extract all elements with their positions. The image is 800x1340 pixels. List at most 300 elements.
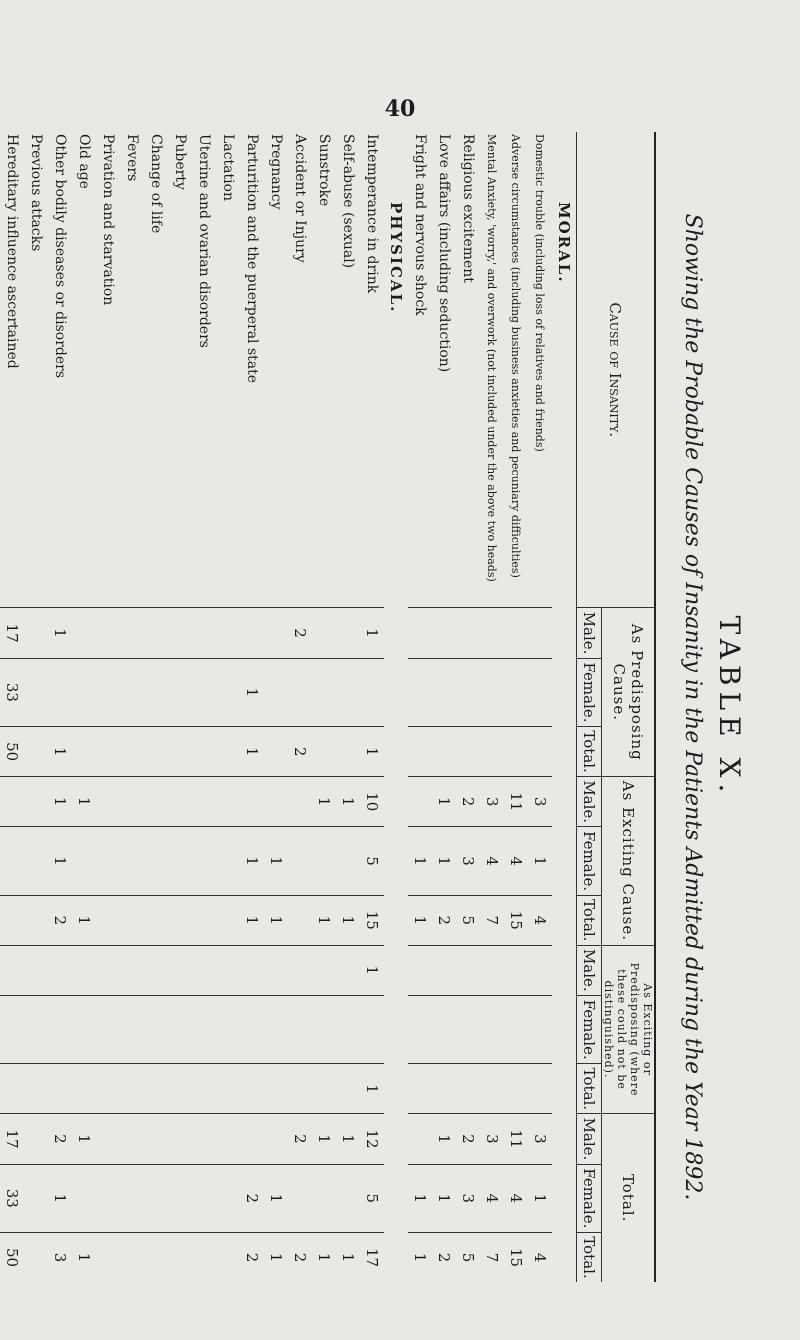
value-cell: [48, 995, 72, 1063]
value-cell: [456, 1064, 480, 1114]
cause-cell: Sunstroke: [312, 132, 336, 608]
value-cell: 3: [480, 777, 504, 827]
value-cell: [240, 608, 264, 658]
value-cell: 15: [507, 1247, 525, 1268]
value-cell: [480, 945, 504, 995]
value-cell: 2: [435, 1252, 453, 1263]
table-row: [264, 132, 288, 1282]
value-cell: [216, 1233, 240, 1282]
table-row: [144, 132, 168, 1282]
table-row: [288, 132, 312, 1282]
value-cell: 50: [0, 727, 24, 777]
col-header-male: Male.: [577, 777, 602, 827]
value-cell: [312, 608, 336, 658]
value-cell: 5: [360, 1164, 384, 1232]
value-cell: [192, 1164, 216, 1232]
value-cell: 1: [240, 827, 264, 895]
value-cell: 1: [48, 1164, 72, 1232]
value-cell: [432, 608, 456, 658]
value-cell: [192, 658, 216, 726]
value-cell: [480, 1064, 504, 1114]
group-exciting-or-predisposing: As Exciting or Predisposing (where these could not be distinguished).: [602, 945, 656, 1114]
cause-cell: Love affairs (including seduction): [432, 132, 456, 608]
value-cell: [168, 608, 192, 658]
value-cell: 1: [336, 1114, 360, 1164]
value-cell: 5: [456, 895, 480, 945]
cause-cell: Mental Anxiety, 'worry,' and overwork (not included under the above two heads): [480, 132, 504, 608]
value-cell: [432, 995, 456, 1063]
value-cell: [168, 945, 192, 995]
table-row: [24, 132, 48, 1282]
value-cell: [96, 1164, 120, 1232]
table-row: [336, 132, 360, 1282]
value-cell: [264, 608, 288, 658]
value-cell: [336, 995, 360, 1063]
value-cell: [0, 995, 24, 1063]
value-cell: [96, 1233, 120, 1282]
value-cell: [24, 777, 48, 827]
value-cell: 4: [504, 1164, 528, 1232]
value-cell: [288, 945, 312, 995]
col-header-total: Total.: [577, 727, 602, 777]
value-cell: [216, 1064, 240, 1114]
value-cell: [504, 1064, 528, 1114]
cause-cell: Religious excitement: [456, 132, 480, 608]
value-cell: 3: [528, 1114, 552, 1164]
value-cell: [96, 727, 120, 777]
value-cell: 1: [408, 827, 432, 895]
value-cell: [144, 995, 168, 1063]
value-cell: [96, 827, 120, 895]
cause-cell: Uterine and ovarian disorders: [192, 132, 216, 608]
value-cell: [264, 995, 288, 1063]
value-cell: 2: [456, 1114, 480, 1164]
col-header-female: Female.: [577, 658, 602, 726]
value-cell: [408, 608, 432, 658]
value-cell: 1: [360, 608, 384, 658]
value-cell: 5: [459, 1252, 477, 1263]
value-cell: [192, 727, 216, 777]
value-cell: [192, 1233, 216, 1282]
table-row: [0, 132, 24, 1282]
value-cell: [120, 945, 144, 995]
value-cell: 17: [0, 1114, 24, 1164]
value-cell: [216, 777, 240, 827]
col-header-female: Female.: [577, 827, 602, 895]
value-cell: [432, 658, 456, 726]
rotated-table-page: [3, 132, 750, 1282]
value-cell: [144, 658, 168, 726]
table-row: [192, 132, 216, 1282]
value-cell: [192, 1114, 216, 1164]
value-cell: 4: [480, 1164, 504, 1232]
value-cell: [336, 827, 360, 895]
col-header-total: Total.: [577, 1064, 602, 1114]
value-cell: 5: [360, 827, 384, 895]
value-cell: [312, 658, 336, 726]
value-cell: [144, 1114, 168, 1164]
cause-cell: Accident or Injury: [288, 132, 312, 608]
value-cell: [264, 777, 288, 827]
value-cell: [360, 658, 384, 726]
value-cell: 1: [240, 895, 264, 945]
table-row: [48, 132, 72, 1282]
value-cell: [504, 727, 528, 777]
value-cell: [504, 945, 528, 995]
value-cell: 17: [363, 1247, 381, 1268]
value-cell: [408, 727, 432, 777]
table-row: [168, 132, 192, 1282]
value-cell: 1: [528, 1164, 552, 1232]
cause-cell: Lactation: [216, 132, 240, 608]
value-cell: 4: [480, 827, 504, 895]
value-cell: [288, 777, 312, 827]
value-cell: 12: [360, 1114, 384, 1164]
value-cell: [336, 608, 360, 658]
value-cell: [216, 895, 240, 945]
col-header-total: Total.: [577, 895, 602, 945]
value-cell: 50: [3, 1247, 21, 1268]
value-cell: [528, 727, 552, 777]
value-cell: [168, 895, 192, 945]
cause-cell: Adverse circumstances (including business anxieties and pecuniary difficulties): [504, 132, 528, 608]
value-cell: 4: [528, 895, 552, 945]
value-cell: 2: [48, 1114, 72, 1164]
value-cell: [48, 1064, 72, 1114]
value-cell: [120, 1114, 144, 1164]
value-cell: [144, 1064, 168, 1114]
cause-cell: Other bodily diseases or disorders: [48, 132, 72, 608]
value-cell: [456, 658, 480, 726]
value-cell: [72, 727, 96, 777]
value-cell: [72, 608, 96, 658]
value-cell: [24, 945, 48, 995]
value-cell: [192, 827, 216, 895]
value-cell: [24, 895, 48, 945]
value-cell: 1: [432, 777, 456, 827]
cause-cell: Puberty: [168, 132, 192, 608]
table-row: [96, 132, 120, 1282]
cause-cell: Fright and nervous shock: [408, 132, 432, 608]
value-cell: 7: [483, 1252, 501, 1263]
value-cell: 2: [288, 727, 312, 777]
value-cell: 1: [336, 895, 360, 945]
value-cell: [336, 945, 360, 995]
value-cell: 2: [288, 1114, 312, 1164]
value-cell: [240, 945, 264, 995]
value-cell: [360, 995, 384, 1063]
value-cell: 1: [240, 658, 264, 726]
value-cell: [120, 658, 144, 726]
value-cell: 1: [72, 777, 96, 827]
table-title: TABLE X.: [713, 615, 746, 799]
value-cell: [168, 1064, 192, 1114]
value-cell: 2: [288, 608, 312, 658]
value-cell: [72, 827, 96, 895]
value-cell: 11: [504, 1114, 528, 1164]
table-row: [504, 132, 528, 1282]
value-cell: [96, 945, 120, 995]
value-cell: [144, 945, 168, 995]
value-cell: 3: [456, 1164, 480, 1232]
value-cell: [72, 995, 96, 1063]
value-cell: [408, 995, 432, 1063]
value-cell: [408, 1114, 432, 1164]
value-cell: [312, 727, 336, 777]
value-cell: [24, 1114, 48, 1164]
value-cell: [0, 945, 24, 995]
col-header-male: Male.: [577, 1114, 602, 1164]
value-cell: [120, 995, 144, 1063]
value-cell: [216, 1164, 240, 1232]
section-row: [552, 132, 577, 1282]
value-cell: [24, 1164, 48, 1232]
value-cell: [96, 1114, 120, 1164]
cause-cell: Pregnancy: [264, 132, 288, 608]
col-header-male: Male.: [577, 608, 602, 658]
table-heading: [656, 132, 746, 1282]
value-cell: [240, 1114, 264, 1164]
cause-cell: Old age: [72, 132, 96, 608]
value-cell: [120, 827, 144, 895]
value-cell: 1: [264, 827, 288, 895]
value-cell: [120, 608, 144, 658]
value-cell: [408, 1064, 432, 1114]
value-cell: [504, 608, 528, 658]
value-cell: [120, 1164, 144, 1232]
section-row: [384, 132, 408, 1282]
value-cell: 1: [72, 895, 96, 945]
table-row: [72, 132, 96, 1282]
value-cell: [432, 1064, 456, 1114]
value-cell: 1: [48, 827, 72, 895]
value-cell: 4: [504, 827, 528, 895]
table-row: [216, 132, 240, 1282]
value-cell: [480, 995, 504, 1063]
cause-cell: Parturition and the puerperal state: [240, 132, 264, 608]
value-cell: 1: [360, 1064, 384, 1114]
value-cell: 1: [336, 777, 360, 827]
value-cell: [48, 658, 72, 726]
value-cell: [0, 1064, 24, 1114]
value-cell: 1: [432, 827, 456, 895]
value-cell: [456, 608, 480, 658]
table-row: [528, 132, 552, 1282]
value-cell: [288, 895, 312, 945]
value-cell: [456, 945, 480, 995]
cause-cell: Domestic trouble (including loss of relatives and friends): [528, 132, 552, 608]
value-cell: [432, 727, 456, 777]
group-total: Total.: [602, 1114, 656, 1282]
table-row: [432, 132, 456, 1282]
value-cell: 1: [312, 777, 336, 827]
page-number: 40: [384, 96, 416, 122]
value-cell: 1: [264, 1164, 288, 1232]
value-cell: 2: [291, 1252, 309, 1263]
value-cell: [240, 777, 264, 827]
table-row: [120, 132, 144, 1282]
table-row: [312, 132, 336, 1282]
value-cell: [168, 995, 192, 1063]
value-cell: [0, 777, 24, 827]
cause-cell: Intemperance in drink: [360, 132, 384, 608]
value-cell: 1: [48, 777, 72, 827]
value-cell: [312, 827, 336, 895]
section-title: MORAL.: [555, 202, 573, 284]
value-cell: [96, 777, 120, 827]
value-cell: [408, 777, 432, 827]
value-cell: [192, 895, 216, 945]
value-cell: 15: [360, 895, 384, 945]
value-cell: [192, 995, 216, 1063]
header-row-groups: [602, 132, 656, 1282]
value-cell: [144, 777, 168, 827]
value-cell: [264, 658, 288, 726]
value-cell: 10: [360, 777, 384, 827]
value-cell: [72, 1164, 96, 1232]
value-cell: [240, 1064, 264, 1114]
cause-cell: Change of life: [144, 132, 168, 608]
value-cell: [288, 1164, 312, 1232]
value-cell: [288, 658, 312, 726]
value-cell: 4: [531, 1252, 549, 1263]
value-cell: [216, 995, 240, 1063]
value-cell: [24, 658, 48, 726]
value-cell: [480, 608, 504, 658]
value-cell: 11: [504, 777, 528, 827]
table-row: [360, 132, 384, 1282]
value-cell: 2: [240, 1164, 264, 1232]
value-cell: [192, 608, 216, 658]
value-cell: [168, 727, 192, 777]
value-cell: [264, 1114, 288, 1164]
value-cell: [264, 1064, 288, 1114]
value-cell: 1: [240, 727, 264, 777]
value-cell: [264, 945, 288, 995]
value-cell: [168, 658, 192, 726]
value-cell: 3: [456, 827, 480, 895]
value-cell: [288, 1064, 312, 1114]
value-cell: [456, 727, 480, 777]
value-cell: [168, 827, 192, 895]
value-cell: [288, 995, 312, 1063]
value-cell: 1: [408, 1164, 432, 1232]
value-cell: [216, 608, 240, 658]
value-cell: [0, 827, 24, 895]
table-row: [408, 132, 432, 1282]
value-cell: 1: [312, 895, 336, 945]
value-cell: [72, 945, 96, 995]
cause-cell: Hereditary influence ascertained: [0, 132, 24, 608]
value-cell: [96, 1064, 120, 1114]
value-cell: [144, 827, 168, 895]
value-cell: [168, 777, 192, 827]
value-cell: 3: [51, 1252, 69, 1263]
value-cell: 3: [528, 777, 552, 827]
value-cell: [528, 658, 552, 726]
value-cell: [120, 1064, 144, 1114]
value-cell: [456, 995, 480, 1063]
value-cell: [192, 777, 216, 827]
value-cell: [408, 658, 432, 726]
value-cell: 1: [315, 1252, 333, 1263]
value-cell: 1: [75, 1252, 93, 1263]
value-cell: [120, 777, 144, 827]
value-cell: [336, 1164, 360, 1232]
value-cell: [168, 1233, 192, 1282]
table-row: [456, 132, 480, 1282]
value-cell: [312, 995, 336, 1063]
cause-cell: Privation and starvation: [96, 132, 120, 608]
value-cell: 1: [339, 1252, 357, 1263]
value-cell: [144, 727, 168, 777]
value-cell: 1: [360, 945, 384, 995]
value-cell: [216, 727, 240, 777]
value-cell: 33: [0, 658, 24, 726]
value-cell: [336, 727, 360, 777]
col-header-total: Total.: [577, 1233, 602, 1282]
value-cell: 1: [267, 1252, 285, 1263]
col-header-female: Female.: [577, 995, 602, 1063]
value-cell: 17: [0, 608, 24, 658]
value-cell: [216, 827, 240, 895]
value-cell: 2: [48, 895, 72, 945]
value-cell: [504, 658, 528, 726]
value-cell: [144, 895, 168, 945]
value-cell: [168, 1164, 192, 1232]
value-cell: 1: [312, 1114, 336, 1164]
value-cell: [312, 1064, 336, 1114]
value-cell: 1: [432, 1164, 456, 1232]
value-cell: 1: [528, 827, 552, 895]
value-cell: [504, 995, 528, 1063]
value-cell: [120, 895, 144, 945]
cause-column-header: Cause of Insanity.: [577, 132, 656, 608]
col-header-female: Female.: [577, 1164, 602, 1232]
value-cell: [288, 827, 312, 895]
value-cell: [528, 1064, 552, 1114]
causes-table: [0, 132, 656, 1282]
value-cell: 1: [432, 1114, 456, 1164]
value-cell: [120, 1233, 144, 1282]
value-cell: [24, 1233, 48, 1282]
value-cell: [216, 1114, 240, 1164]
value-cell: [0, 895, 24, 945]
value-cell: [72, 1064, 96, 1114]
section-title: PHYSICAL.: [387, 202, 405, 314]
value-cell: [24, 1064, 48, 1114]
value-cell: [168, 1114, 192, 1164]
value-cell: 1: [72, 1114, 96, 1164]
value-cell: 33: [0, 1164, 24, 1232]
value-cell: [72, 658, 96, 726]
value-cell: 1: [48, 608, 72, 658]
value-cell: [24, 608, 48, 658]
value-cell: [48, 945, 72, 995]
value-cell: [96, 658, 120, 726]
cause-cell: Fevers: [120, 132, 144, 608]
value-cell: 2: [432, 895, 456, 945]
value-cell: [528, 608, 552, 658]
value-cell: 15: [504, 895, 528, 945]
value-cell: 2: [243, 1252, 261, 1263]
value-cell: [24, 727, 48, 777]
col-header-male: Male.: [577, 945, 602, 995]
group-predisposing: As Predisposing Cause.: [602, 608, 656, 777]
value-cell: 1: [411, 1252, 429, 1263]
value-cell: 3: [480, 1114, 504, 1164]
value-cell: [96, 608, 120, 658]
